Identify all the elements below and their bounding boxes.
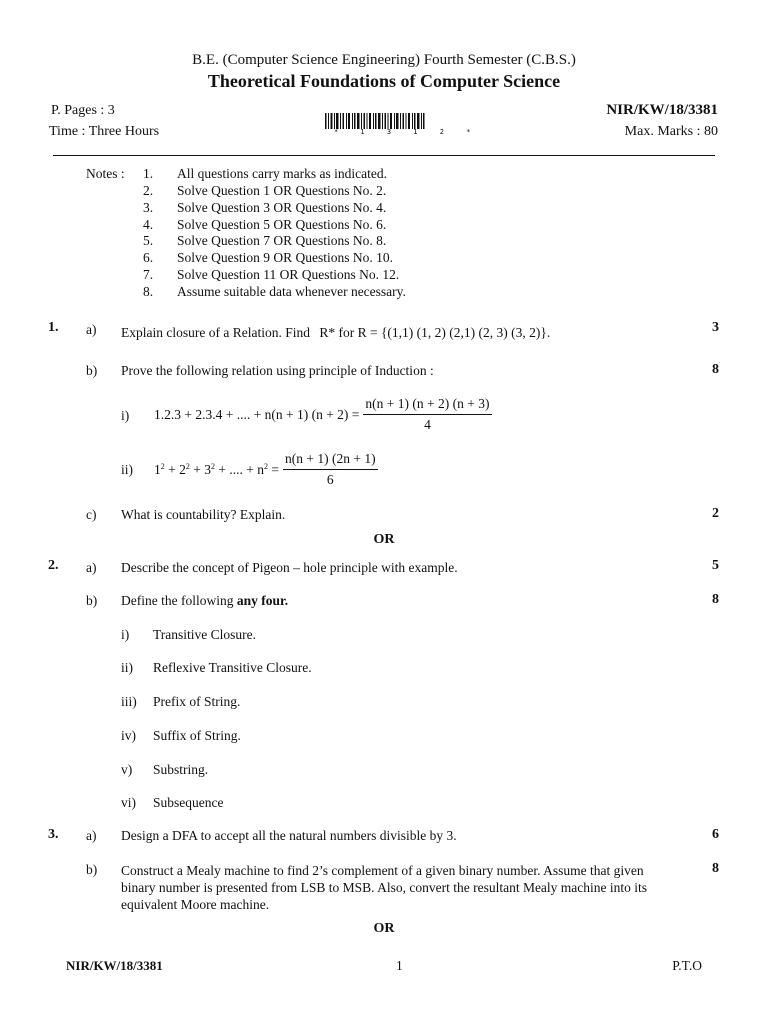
barcode-digits: * 1 3 1 2 * [334, 128, 480, 136]
part-label: i) [121, 408, 130, 423]
question-1a-text: Explain closure of a Relation. Find [121, 325, 310, 340]
note-num: 6. [143, 250, 154, 265]
question-text [121, 593, 288, 609]
question-text: What is countability? Explain. [121, 507, 286, 522]
note-num: 2. [143, 183, 154, 198]
question-text: Prove the following relation using principle of Induction : [121, 363, 434, 378]
note-num: 3. [143, 200, 154, 215]
part-label: iv) [121, 728, 136, 743]
part-label: i) [121, 627, 130, 642]
fraction-denominator: 6 [326, 472, 334, 487]
header-divider [53, 155, 715, 156]
subquestion-label: c) [86, 507, 97, 522]
induction-formula-2 [154, 451, 378, 488]
note-text: Solve Question 3 OR Questions No. 4. [177, 200, 387, 215]
part-label: ii) [121, 462, 133, 477]
footer-code: NIR/KW/18/3381 [66, 958, 163, 973]
marks: 8 [712, 362, 719, 377]
note-num: 7. [143, 267, 154, 282]
fraction-denominator: 4 [424, 417, 431, 432]
fraction-numerator: n(n + 1) (2n + 1) [283, 451, 378, 470]
subquestion-label: a) [86, 322, 97, 337]
fraction [283, 451, 378, 488]
note-num: 8. [143, 284, 154, 299]
note-num: 4. [143, 217, 154, 232]
pto-label: P.T.O [672, 958, 702, 973]
barcode-icon [325, 113, 425, 129]
note-text: Solve Question 7 OR Questions No. 8. [177, 233, 387, 248]
question-number: 2. [48, 558, 59, 573]
page-number: 1 [396, 958, 403, 973]
question-text [121, 325, 550, 341]
marks: 8 [712, 861, 719, 876]
or-separator: OR [373, 921, 395, 936]
note-text: Assume suitable data whenever necessary. [177, 284, 406, 299]
note-text: Solve Question 9 OR Questions No. 10. [177, 250, 393, 265]
part-label: iii) [121, 694, 137, 709]
part-label: vi) [121, 795, 136, 810]
max-marks: Max. Marks : 80 [624, 124, 718, 139]
note-text: Solve Question 5 OR Questions No. 6. [177, 217, 387, 232]
list-item: Prefix of String. [153, 694, 241, 709]
question-text: Design a DFA to accept all the natural numbers divisible by 3. [121, 828, 457, 843]
formula-lhs: 1.2.3 + 2.3.4 + .... + n(n + 1) (n + 2) = [154, 406, 360, 422]
fraction [363, 396, 491, 433]
note-text: Solve Question 11 OR Questions No. 12. [177, 267, 400, 282]
page-count: P. Pages : 3 [51, 103, 115, 118]
subquestion-label: a) [86, 560, 97, 575]
note-text: Solve Question 1 OR Questions No. 2. [177, 183, 387, 198]
list-item: Subsequence [153, 795, 224, 810]
paper-code: NIR/KW/18/3381 [606, 102, 718, 118]
or-separator: OR [373, 532, 395, 547]
subquestion-label: b) [86, 593, 98, 608]
question-text: Describe the concept of Pigeon – hole principle with example. [121, 560, 458, 575]
question-2b-text: Define the following [121, 593, 234, 608]
list-item: Transitive Closure. [153, 627, 257, 642]
question-number: 3. [48, 827, 59, 842]
list-item: Suffix of String. [153, 728, 241, 743]
subquestion-label: b) [86, 862, 98, 877]
subquestion-label: a) [86, 828, 97, 843]
list-item: Substring. [153, 762, 209, 777]
relation-math: R* for R = {(1,1) (1, 2) (2,1) (2, 3) (3, 2)}. [319, 325, 551, 340]
note-num: 5. [143, 233, 154, 248]
fraction-numerator: n(n + 1) (n + 2) (n + 3) [363, 396, 491, 415]
time-duration: Time : Three Hours [49, 124, 160, 139]
question-2b-emphasis: any four. [236, 593, 289, 608]
question-text: Construct a Mealy machine to find 2’s complement of a given binary number. Assume that given binary number is presented from LSB to MSB. Also, convert the resultant Mealy machine into its equivalent Moore machine. [121, 863, 648, 912]
question-number: 1. [48, 320, 59, 335]
marks: 5 [712, 558, 719, 573]
marks: 6 [712, 827, 719, 842]
note-num: 1. [143, 166, 154, 181]
subquestion-label: b) [86, 363, 98, 378]
part-label: ii) [121, 660, 133, 675]
notes-label: Notes : [86, 166, 125, 181]
marks: 2 [712, 506, 719, 521]
note-text: All questions carry marks as indicated. [177, 166, 387, 181]
formula-lhs: $1^2 + 2^2 + 3^2$ + .... + $n^2$ = [154, 461, 279, 477]
marks: 8 [712, 592, 719, 607]
marks: 3 [712, 320, 719, 335]
part-label: v) [121, 762, 133, 777]
exam-subtitle: B.E. (Computer Science Engineering) Fourth Semester (C.B.S.) [192, 52, 576, 68]
list-item: Reflexive Transitive Closure. [153, 660, 312, 675]
induction-formula-1 [154, 396, 492, 433]
exam-title: Theoretical Foundations of Computer Science [207, 71, 561, 91]
